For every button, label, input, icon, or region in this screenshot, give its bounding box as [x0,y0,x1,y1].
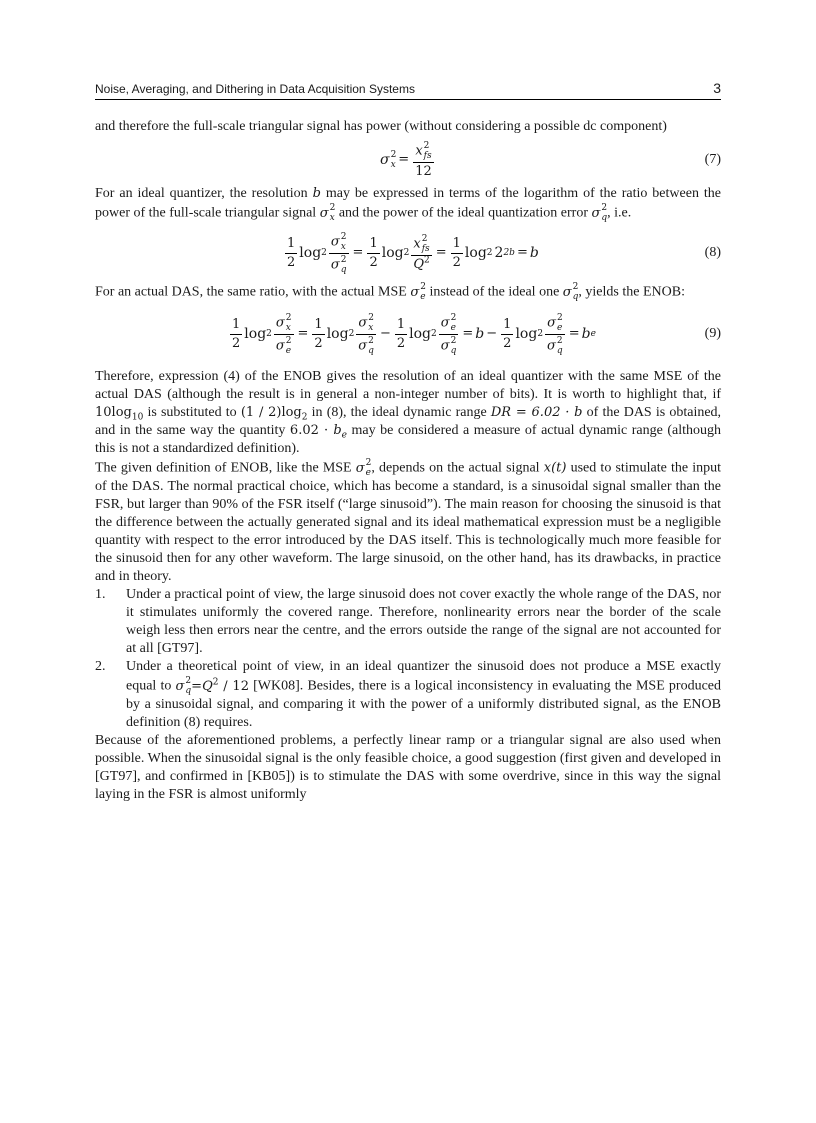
equation-number-9: (9) [704,326,721,341]
header-title: Noise, Averaging, and Dithering in Data Acquisition Systems [95,82,415,96]
header-rule [95,99,721,100]
equation-8: $\frac{1}{2}$ log 2 σ 2 x σ 2 q = $\frac{1}{2}$ log 2 x 2 fs $Q^2$ = $\frac{1}{2}$ log 2 2 2b = b (8) [287,231,721,275]
running-header [95,80,721,100]
equation-9: $\frac{1}{2}$ log 2 σ 2 x σ 2 e = $\frac{1}{2}$ log 2 σ 2 x σ 2 q − $\frac{1}{2}$ log 2 σ 2 e σ 2 q = b − $\frac{1}{2}$ log 2 σ 2 e σ 2 q = b e (9) [232,312,721,356]
drawbacks-list [95,586,721,732]
paragraph-power: and therefore the full-scale triangular signal has power (without considering a possible dc component) [95,119,667,134]
equation-7: σ 2 x = x 2 fs 12 (7) [380,140,721,179]
list-item: 2. Under a theoretical point of view, in an ideal quantizer the sinusoid does not produce a MSE exactly equal to σ 2 q $=Q^2 / 12$ [WK08]. Besides, there is a logical inconsistency in evaluating the MSE produced by a sinusoidal signal, and comparing it with the power of a uniformly distributed signal, as the ENOB definition (8) requires. [95,659,722,730]
paragraph-actual-das: For an actual DAS, the same ratio, with the actual MSE σ 2 e instead of the ideal one σ 2 q , yields the ENOB: [95,282,685,302]
page-number: 3 [713,80,721,96]
paragraph-resolution: For an ideal quantizer, the resolution b may be expressed in terms of the logarithm of the ratio between the power of the full-scale triangular signal σ 2 x and the power of the ideal quantization error σ 2 q , i.e. [95,186,721,223]
fraction-xfs-over-12: x 2 fs 12 [415,140,432,179]
list-item: 1. Under a practical point of view, the large sinusoid does not cover exactly the whole range of the DAS, nor it stimulates uniformly the covered range. Therefore, nonlinearity errors near the border of the scale weigh less then errors near the centre, and the errors outside the range of the signal are not accounted for at all [GT97]. [95,587,721,656]
paragraph-enob-signal: The given definition of ENOB, like the MSE σ 2 e , depends on the actual signal x(t) used to stimulate the input of the DAS. The normal practical choice, which has become a standard, is a sinusoidal signal smaller than the FSR, but larger than 90% of the FSR itself (“large sinusoid”). The main reason for choosing the sinusoid is that the difference between the actually generated signal and its ideal mathematical expression must be a negligible quantity with respect to the error introduced by the DAS itself. This is technologically much more feasible for the sinusoid then for any other waveform. The large sinusoid, on the other hand, has its drawbacks, in practice and in theory. [95,458,722,584]
equation-number-8: (8) [704,245,721,260]
page-body [95,118,721,804]
paragraph-enob-expression: Therefore, expression (4) of the ENOB gives the resolution of an ideal quantizer with the same MSE of the actual DAS (although the result is in general a non-integer number of bits). It is worth to highlight that, if $10\log_{10}$ is substituted to $(1 / 2)\log_2$ in (8), the ideal dynamic range DR = 6.02 · b of the DAS is obtained, and in the same way the quantity $6.02 \cdot b_e$ may be considered a measure of actual dynamic range (although this is not a standardized definition). [95,369,722,456]
paragraph-overdrive: Because of the aforementioned problems, a perfectly linear ramp or a triangular signal are also used when possible. When the sinusoidal signal is the only feasible choice, a good suggestion (first given and developed in [GT97], and confirmed in [KB05]) is to stimulate the DAS with some overdrive, since in this way the signal laying in the FSR is almost uniformly [95,733,721,802]
equation-number-7: (7) [704,152,721,167]
